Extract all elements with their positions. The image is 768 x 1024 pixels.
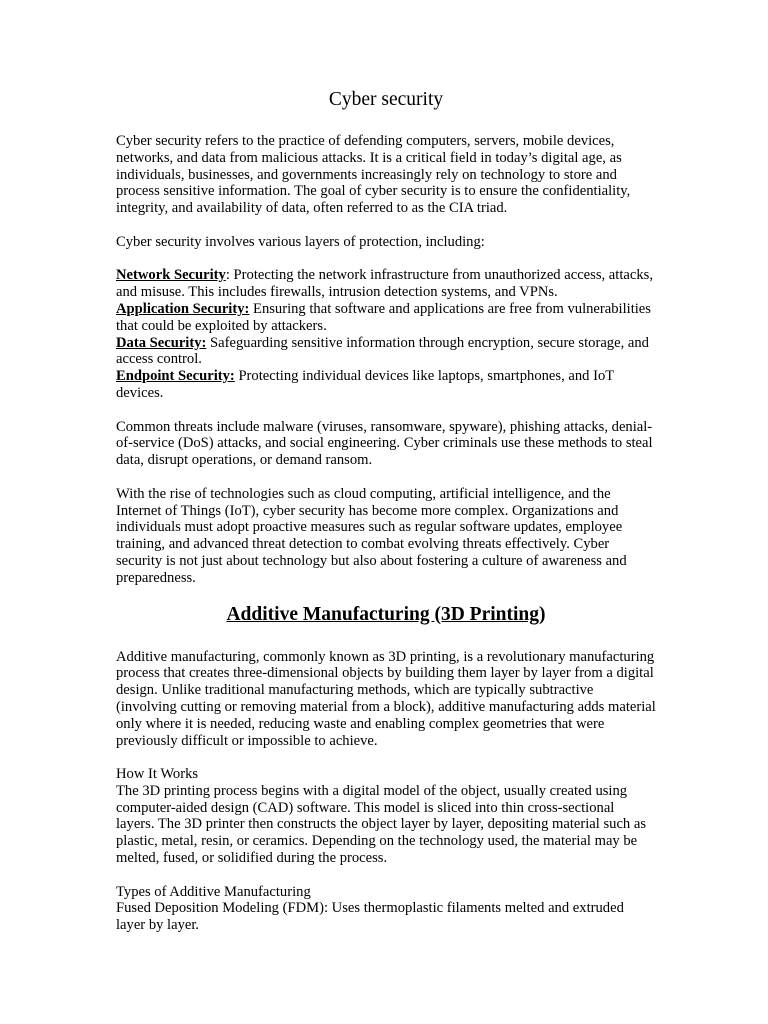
paragraph-gap <box>116 469 656 486</box>
layer-item-application <box>116 301 656 335</box>
layer-description: Protecting the network infrastructure from unauthorized access, attacks, and misuse. This includes firewalls, intrusion detection systems, and VPNs. <box>116 267 653 301</box>
layer-separator: : <box>225 267 230 284</box>
layer-description: Ensuring that software and applications are free from vulnerabilities that could be exploited by attackers. <box>116 300 651 334</box>
paragraph-gap <box>116 251 656 268</box>
layer-term: Endpoint Security: <box>116 368 235 385</box>
additive-manufacturing-title: Additive Manufacturing (3D Printing) <box>226 603 546 625</box>
layer-item-network <box>116 267 656 301</box>
protection-layers-list <box>116 267 656 401</box>
how-it-works-paragraph: The 3D printing process begins with a digital model of the object, usually created using computer-aided design (CAD) software. This model is sliced into thin cross-sectional layers. The 3D printer then constructs the object layer by layer, depositing material such as plastic, metal, resin, or ceramics. Depending on the technology used, the material may be melted, fused, or solidified during the process. <box>116 782 647 867</box>
cyber-security-title: Cyber security <box>328 89 444 110</box>
paragraph-gap <box>116 217 656 234</box>
layer-term: Data Security: <box>116 334 207 351</box>
layer-item-data <box>116 335 656 369</box>
layers-intro-paragraph: Cyber security involves various layers of protection, including: <box>116 233 485 250</box>
additive-intro-paragraph: Additive manufacturing, commonly known as 3D printing, is a revolutionary manufacturing process that creates three-dimensional objects by building them layer by layer from a digital design. Unlike traditional manufacturing methods, which are typically subtractive (involving cutting or removing material from a block), additive manufacturing adds material only where it is needed, reducing waste and enabling complex geometries that were previously difficult or impossible to achieve. <box>116 648 656 749</box>
layer-item-endpoint <box>116 368 656 402</box>
layer-description: Safeguarding sensitive information through encryption, secure storage, and access control. <box>116 334 649 368</box>
how-it-works-heading: How It Works <box>116 766 199 783</box>
paragraph-gap <box>116 749 656 766</box>
types-paragraph: Fused Deposition Modeling (FDM): Uses thermoplastic filaments melted and extruded layer by layer. <box>116 900 624 934</box>
cyber-intro-paragraph: Cyber security refers to the practice of defending computers, servers, mobile devices, networks, and data from malicious attacks. It is a critical field in today’s digital age, as individuals, businesses, and governments increasingly rely on technology to store and process sensitive information. The goal of cyber security is to ensure the confidentiality, integrity, and availability of data, often referred to as the CIA triad. <box>116 133 631 217</box>
paragraph-gap <box>116 867 656 884</box>
layer-description: Protecting individual devices like laptops, smartphones, and IoT devices. <box>116 368 614 401</box>
layer-term: Network Security <box>116 267 226 284</box>
types-heading: Types of Additive Manufacturing <box>116 883 311 900</box>
rise-paragraph: With the rise of technologies such as cloud computing, artificial intelligence, and the Internet of Things (IoT), cyber security has become more complex. Organizations and individuals must adopt proactive measures such as regular software updates, employee training, and advanced threat detection to combat evolving threats effectively. Cyber security is not just about technology but also about fostering a culture of awareness and preparedness. <box>116 485 627 586</box>
document-page <box>116 88 656 934</box>
paragraph-gap <box>116 402 656 419</box>
layer-term: Application Security: <box>116 300 250 317</box>
threats-paragraph: Common threats include malware (viruses, ransomware, spyware), phishing attacks, denial-of-service (DoS) attacks, and social engineering. Cyber criminals use these methods to steal data, disrupt operations, or demand ransom. <box>116 418 653 469</box>
